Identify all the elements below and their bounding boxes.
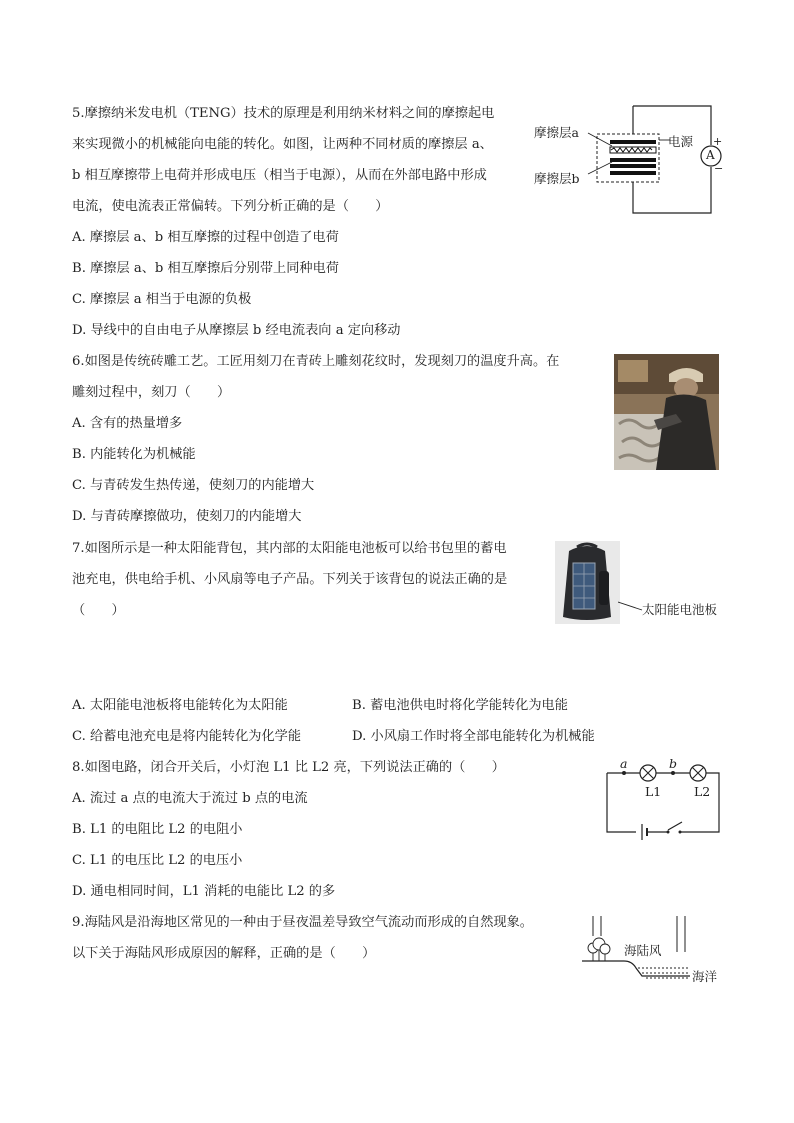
point-b-label: b	[669, 756, 678, 771]
q9-line-1: 9.海陆风是沿海地区常见的一种由于昼夜温差导致空气流动而形成的自然现象。	[72, 915, 533, 930]
solar-panel-label: 太阳能电池板	[642, 602, 718, 617]
q5-line-1: 5.摩擦纳米发电机（TENG）技术的原理是利用纳米材料之间的摩擦起电	[72, 106, 495, 121]
q7-line-3: （ ）	[72, 603, 125, 618]
q9-sea-land-breeze-figure	[580, 912, 730, 987]
q7-option-d: D. 小风扇工作时将全部电能转化为机械能	[352, 729, 595, 744]
point-a-label: a	[620, 756, 628, 771]
q5-option-c: C. 摩擦层 a 相当于电源的负极	[72, 292, 252, 307]
sea-land-breeze-label: 海陆风	[624, 943, 662, 958]
q5-teng-circuit-figure	[530, 100, 730, 220]
q8-option-b: B. L1 的电阻比 L2 的电阻小	[72, 822, 243, 837]
q6-option-c: C. 与青砖发生热传递，使刻刀的内能增大	[72, 478, 315, 493]
power-source-label: 电源	[668, 134, 694, 149]
q6-option-d: D. 与青砖摩擦做功，使刻刀的内能增大	[72, 509, 302, 524]
q8-option-d: D. 通电相同时间，L1 消耗的电能比 L2 的多	[72, 884, 336, 899]
friction-layer-a-label: 摩擦层a	[534, 125, 579, 140]
ammeter-minus-sign: −	[714, 162, 724, 175]
q5-option-a: A. 摩擦层 a、b 相互摩擦的过程中创造了电荷	[72, 230, 339, 245]
q7-option-b: B. 蓄电池供电时将化学能转化为电能	[352, 698, 568, 713]
ammeter-letter: A	[706, 148, 715, 162]
q8-series-circuit-figure	[600, 756, 730, 840]
q5-option-d: D. 导线中的自由电子从摩擦层 b 经电流表向 a 定向移动	[72, 323, 401, 338]
solar-backpack-photo	[555, 541, 620, 624]
q9-line-2: 以下关于海陆风形成原因的解释，正确的是（ ）	[72, 946, 376, 961]
q6-line-2: 雕刻过程中，刻刀（ ）	[72, 385, 231, 400]
q8-option-a: A. 流过 a 点的电流大于流过 b 点的电流	[72, 791, 308, 806]
teng-circuit-diagram	[530, 100, 730, 220]
q7-option-a: A. 太阳能电池板将电能转化为太阳能	[72, 698, 288, 713]
lamp-l2-label: L2	[694, 784, 711, 799]
q6-line-1: 6.如图是传统砖雕工艺。工匠用刻刀在青砖上雕刻花纹时，发现刻刀的温度升高。在	[72, 354, 560, 369]
q8-line-1: 8.如图电路，闭合开关后，小灯泡 L1 比 L2 亮，下列说法正确的（ ）	[72, 760, 505, 775]
lamp-l1-label: L1	[645, 784, 662, 799]
q5-option-b: B. 摩擦层 a、b 相互摩擦后分别带上同种电荷	[72, 261, 339, 276]
q6-option-b: B. 内能转化为机械能	[72, 447, 196, 462]
q7-line-1: 7.如图所示是一种太阳能背包，其内部的太阳能电池板可以给书包里的蓄电	[72, 541, 507, 556]
brick-carving-photo	[614, 354, 719, 470]
q5-line-2: 来实现微小的机械能向电能的转化。如图，让两种不同材质的摩擦层 a、	[72, 137, 493, 152]
ammeter-plus-sign: +	[713, 135, 723, 148]
q5-line-3: b 相互摩擦带上电荷并形成电压（相当于电源），从而在外部电路中形成	[72, 168, 487, 183]
solar-panel-pointer-line	[618, 600, 644, 612]
q8-option-c: C. L1 的电压比 L2 的电压小	[72, 853, 243, 868]
q7-option-c: C. 给蓄电池充电是将内能转化为化学能	[72, 729, 302, 744]
q5-line-4: 电流，使电流表正常偏转。下列分析正确的是（ ）	[72, 199, 389, 214]
q7-line-2: 池充电，供电给手机、小风扇等电子产品。下列关于该背包的说法正确的是	[72, 572, 508, 587]
q6-option-a: A. 含有的热量增多	[72, 416, 183, 431]
ocean-label: 海洋	[692, 969, 718, 984]
friction-layer-b-label: 摩擦层b	[534, 171, 580, 186]
